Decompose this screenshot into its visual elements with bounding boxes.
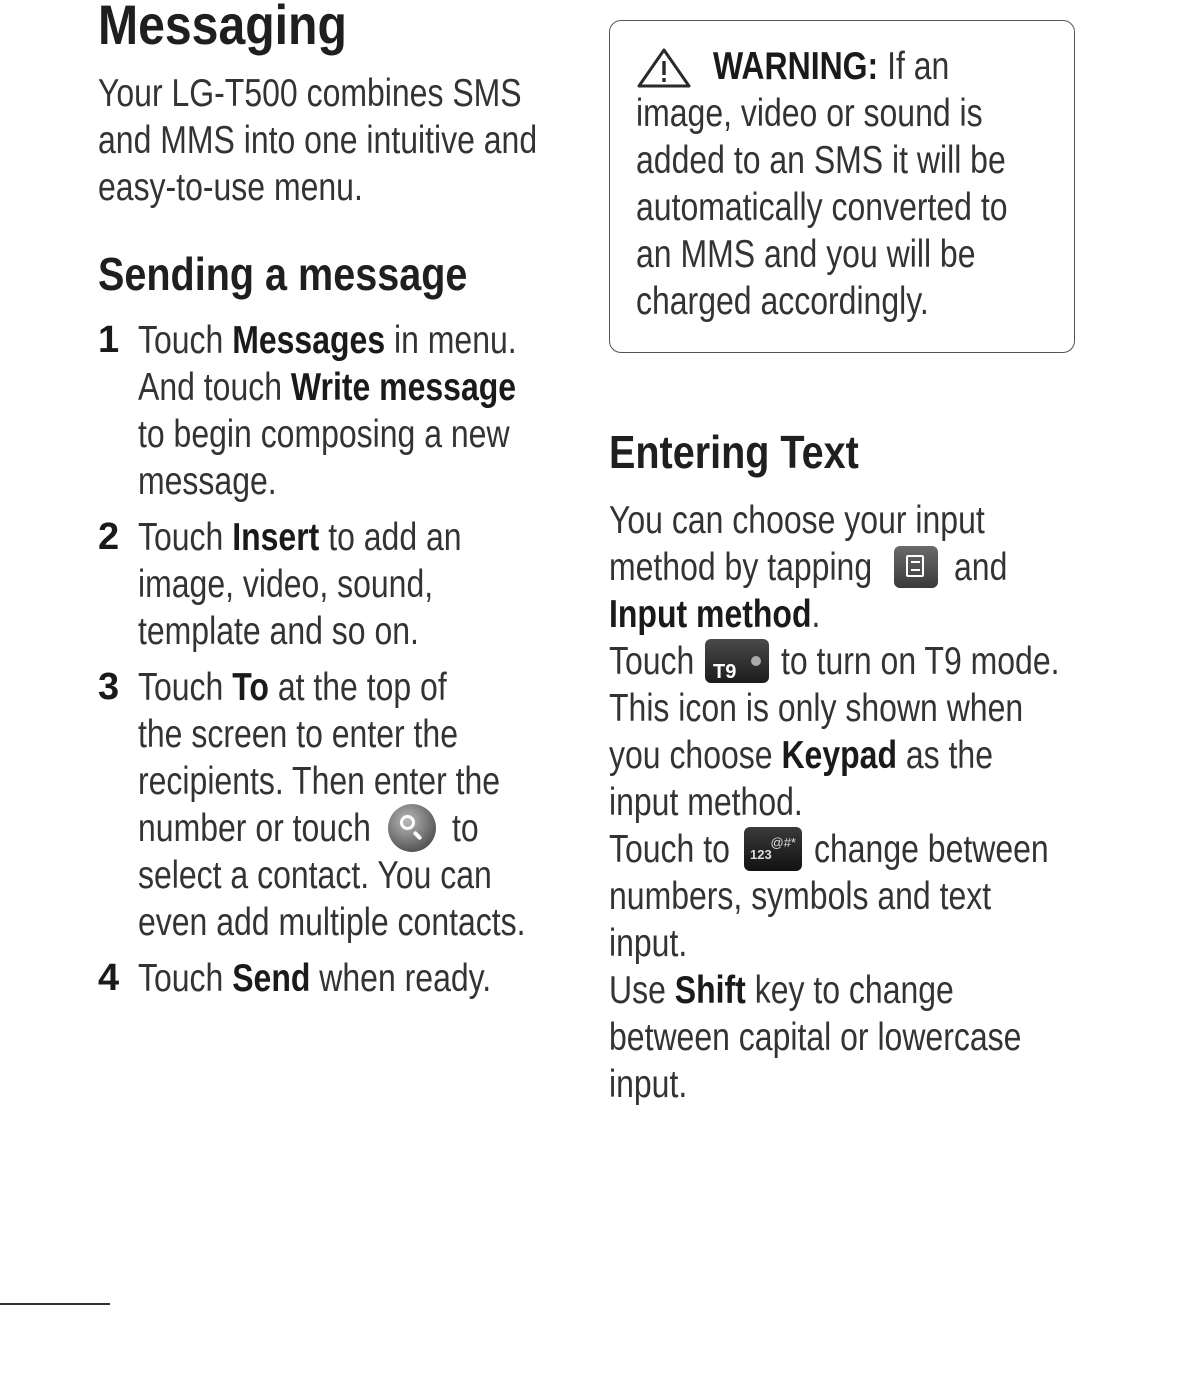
intro-paragraph xyxy=(98,70,634,211)
intro-line: Your LG-T500 combines SMS xyxy=(98,72,522,115)
intro-line: and MMS into one intuitive and xyxy=(98,119,538,162)
step-number: 1 xyxy=(98,319,120,361)
section-title-entering-text: Entering Text xyxy=(609,426,859,478)
step-3: 3 Touch To at the top of the screen to enter the recipients. Then enter the number or touch to select a contact. You can even add multiple contacts. xyxy=(98,666,526,944)
footer-divider xyxy=(0,1303,110,1305)
step-number: 2 xyxy=(98,516,120,558)
menu-icon xyxy=(894,546,938,588)
section-title-sending: Sending a message xyxy=(98,248,468,300)
warning-box: WARNING: If an image, video or sound is added to an SMS it will be automatically converted to an MMS and you will be charged accordingly. xyxy=(609,20,1075,353)
step-1: 1 Touch Messages in menu. And touch Write message to begin composing a new message. xyxy=(98,319,517,503)
step-2: 2 Touch Insert to add an image, video, sound, template and so on. xyxy=(98,516,462,653)
symbols-toggle-icon: 123 @#* xyxy=(744,827,802,871)
page-title: Messaging xyxy=(98,0,347,56)
t9-icon: T9 xyxy=(705,639,769,683)
step-4: 4 Touch Send when ready. xyxy=(98,957,492,1000)
warning-triangle-icon xyxy=(636,47,692,89)
entering-text-body: You can choose your input method by tapping and Input method. Touch T9 to turn on T9 mode. This icon is only shown when you choose Keypad as the input method. Touch to 123 @#* change between numbers, symbols and text input. Use Shift key to change between capital or lowercase input. xyxy=(609,499,1060,1106)
intro-line: easy-to-use menu. xyxy=(98,166,363,209)
search-icon xyxy=(388,804,436,852)
step-number: 3 xyxy=(98,666,120,708)
step-number: 4 xyxy=(98,957,120,999)
warning-label: WARNING: xyxy=(713,45,879,88)
